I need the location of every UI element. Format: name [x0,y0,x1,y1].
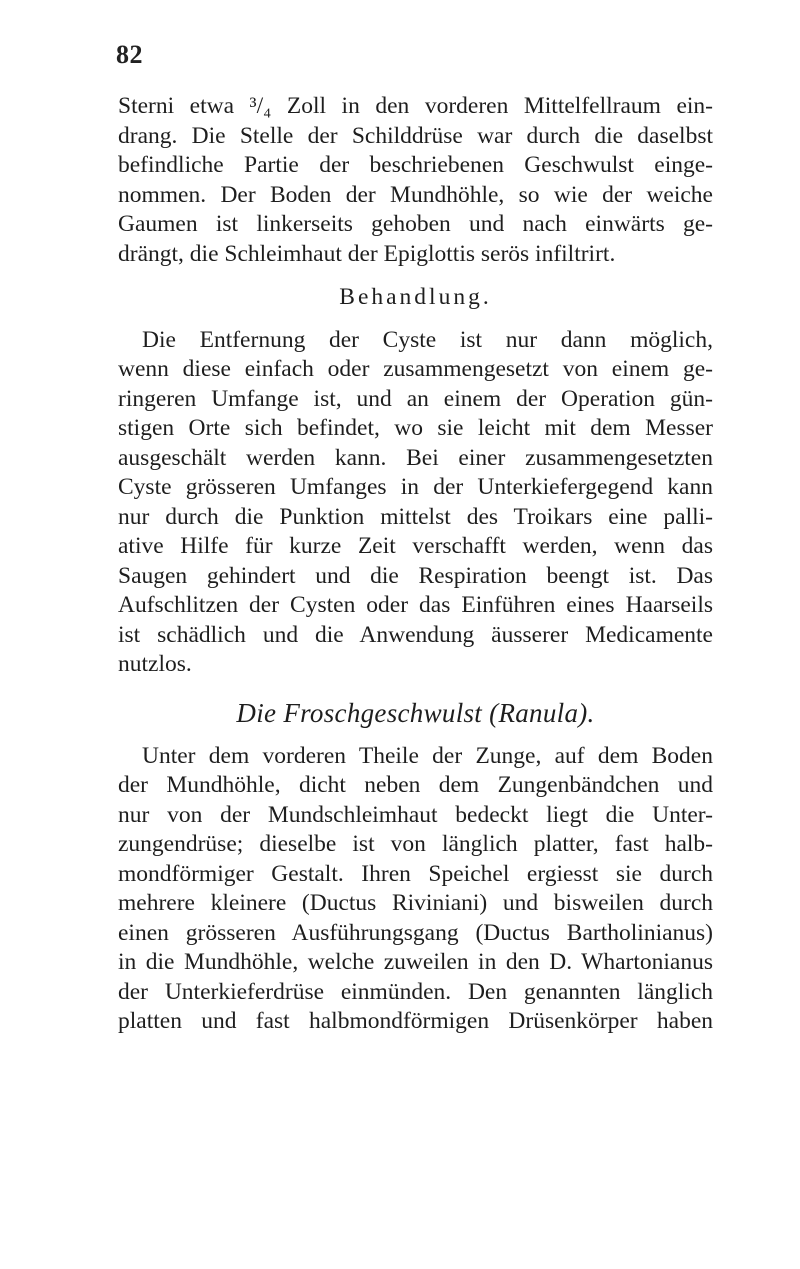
paragraph-treatment [118,326,713,680]
text-line: Sterni etwa ³/₄ Zoll in den vorderen Mittelfellraum ein- [118,93,713,119]
paragraph-ranula [118,742,713,1037]
page-number: 82 [116,40,143,69]
paragraph-case-description [118,92,713,269]
text-line: mehrere kleinere (Ductus Riviniani) und bisweilen durch [118,890,713,916]
text-line: Unter dem vorderen Theile der Zunge, auf dem Boden [142,742,713,769]
text-line: platten und fast halbmondförmigen Drüsenkörper haben [118,1008,713,1034]
text-line: Die Entfernung der Cyste ist nur dann möglich, [142,326,713,353]
text-line: Aufschlitzen der Cysten oder das Einführen eines Haarseils [118,592,713,618]
text-line: Gaumen ist linkerseits gehoben und nach einwärts ge- [118,211,713,237]
text-line: befindliche Partie der beschriebenen Geschwulst einge- [118,152,713,178]
section-title-ranula: Die Froschgeschwulst (Ranula). [236,697,595,728]
text-line: ringeren Umfange ist, und an einem der Operation gün- [118,385,713,412]
text-line: zungendrüse; dieselbe ist von länglich platter, fast halb- [118,831,713,857]
text-line: nommen. Der Boden der Mundhöhle, so wie der weiche [118,181,713,208]
text-line: der Mundhöhle, dicht neben dem Zungenbändchen und [118,772,713,798]
heading-behandlung: Behandlung. [339,284,492,310]
text-line: einen grösseren Ausführungsgang (Ductus Bartholinianus) [118,919,713,946]
text-line: der Unterkieferdrüse einmünden. Den genannten länglich [118,978,713,1005]
text-line: ausgeschält werden kann. Bei einer zusammengesetzten [118,444,713,471]
text-line: mondförmiger Gestalt. Ihren Speichel ergiesst sie durch [118,860,713,887]
text-line: Saugen gehindert und die Respiration beengt ist. Das [118,562,713,589]
text-line: in die Mundhöhle, welche zuweilen in den D. Whartonianus [118,949,713,975]
text-line: drängt, die Schleimhaut der Epiglottis serös infiltrirt. [118,240,616,267]
text-line: nutzlos. [118,651,192,677]
text-column [118,92,713,1037]
text-line: nur von der Mundschleimhaut bedeckt liegt die Unter- [118,801,713,828]
text-line: wenn diese einfach oder zusammengesetzt von einem ge- [118,356,713,382]
text-line: Cyste grösseren Umfanges in der Unterkiefergegend kann [118,474,713,500]
text-line: ist schädlich und die Anwendung äusserer Medicamente [118,621,713,648]
text-line: ative Hilfe für kurze Zeit verschafft werden, wenn das [118,533,713,559]
text-line: drang. Die Stelle der Schilddrüse war durch die daselbst [118,122,713,149]
text-line: nur durch die Punktion mittelst des Troikars eine palli- [118,503,713,530]
text-line: stigen Orte sich befindet, wo sie leicht mit dem Messer [118,415,713,441]
